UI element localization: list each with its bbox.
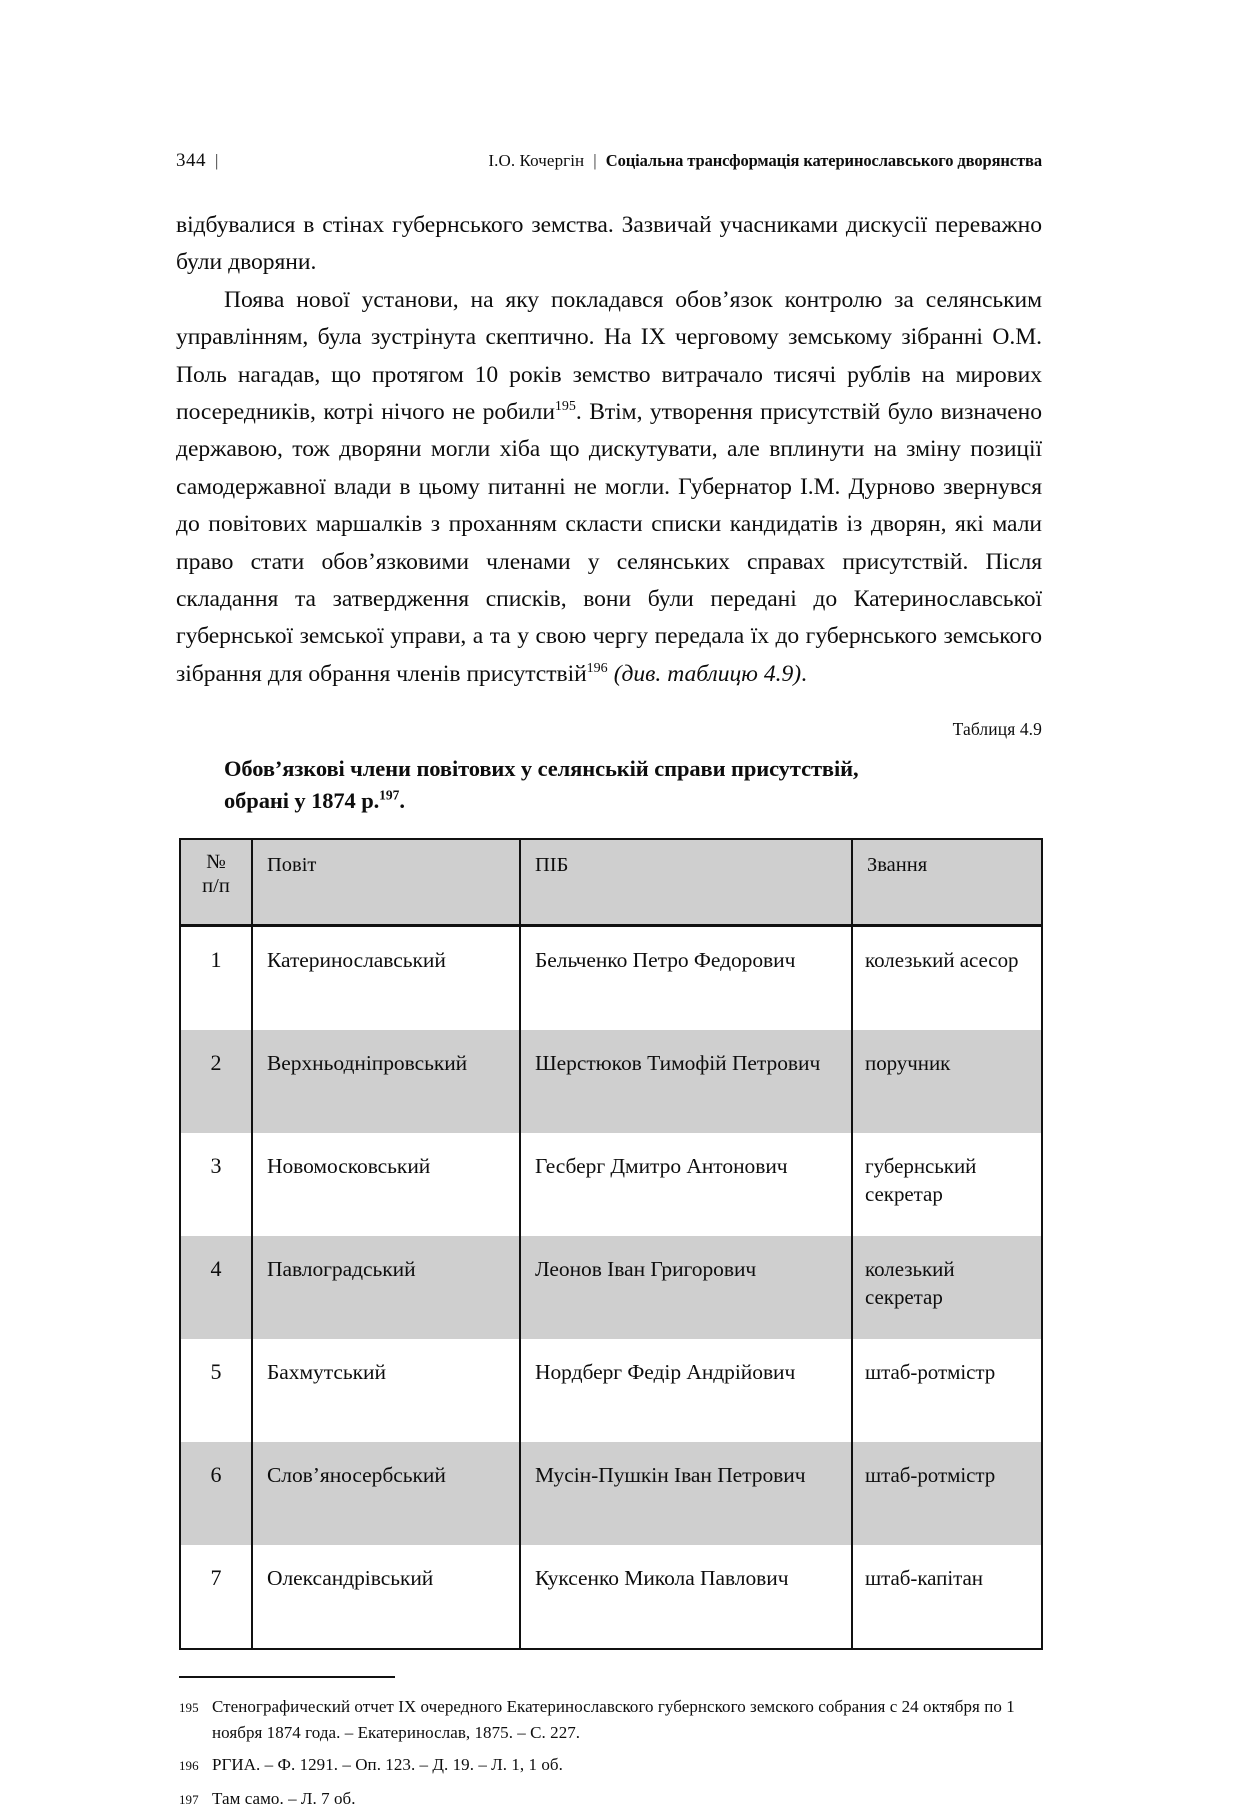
table-row <box>180 926 1042 1031</box>
cell-rank: штаб-ротмістр <box>852 1442 1042 1545</box>
footnote <box>179 1786 1041 1813</box>
column-header-number-line2: п/п <box>202 875 230 898</box>
table-number-label: Таблиця 4.9 <box>952 719 1042 740</box>
running-head <box>176 150 1042 176</box>
footnote-marker: 195 <box>179 1700 199 1716</box>
cell-uyezd: Павлоградський <box>252 1236 520 1339</box>
column-header-name: ПІБ <box>520 839 852 926</box>
table-row <box>180 1339 1042 1442</box>
cell-number: 2 <box>180 1030 252 1133</box>
cell-name: Куксенко Микола Павлович <box>520 1545 852 1649</box>
table-row <box>180 1030 1042 1133</box>
footnote-ref-197[interactable]: 197 <box>379 787 400 803</box>
footnote-text: Там само. – Л. 7 об. <box>212 1788 356 1808</box>
table-title-line-1: Обов’язкові члени повітових у селянській справи присутствій, <box>224 756 859 782</box>
cell-uyezd: Бахмутський <box>252 1339 520 1442</box>
cell-rank: штаб-ротмістр <box>852 1339 1042 1442</box>
cell-number: 4 <box>180 1236 252 1339</box>
column-header-uyezd: Повіт <box>252 839 520 926</box>
table-head <box>180 839 1042 926</box>
cell-number: 5 <box>180 1339 252 1442</box>
paragraph-2-part-a: Поява нової установи, на яку покладався обов’язок контролю за селянським управлінням, була зустрінута скептично. На IX черговому земському зібранні О.М. Поль нагадав, що протягом 10 років земство витрачало тисячі рублів на мирових посередників, котрі нічого не робили <box>176 286 1042 426</box>
cell-uyezd: Верхньодніпровський <box>252 1030 520 1133</box>
cell-uyezd: Катеринославський <box>252 926 520 1031</box>
cell-number: 3 <box>180 1133 252 1236</box>
cell-rank: штаб-капітан <box>852 1545 1042 1649</box>
cell-name: Гесберг Дмитро Антонович <box>520 1133 852 1236</box>
cell-uyezd: Новомосковський <box>252 1133 520 1236</box>
column-header-number-line1: № <box>206 851 226 874</box>
paragraph-2-part-b: . Втім, утворення присутствій було визначено державою, тож дворяни могли хіба що дискутувати, але вплинути на зміну позиції самодержавної влади в цьому питанні не могли. Губернатор І.М. Дурново звернувся до повітових маршалків з проханням скласти списки кандидатів із дворян, які мали право стати обов’язковими членами у селянських справах присутствій. Після складання та затвердження списків, вони були передані до Катеринославської губернської земської управи, а та у свою чергу передала їх до губернського земського зібрання для обрання членів присутствій <box>176 399 1043 687</box>
cell-rank: колезький асесор <box>852 926 1042 1031</box>
running-head-right <box>488 151 1042 171</box>
members-table <box>179 838 1043 1650</box>
footnote <box>179 1752 1041 1779</box>
cell-name: Леонов Іван Григорович <box>520 1236 852 1339</box>
cell-number: 1 <box>180 926 252 1031</box>
cell-rank: колезький секретар <box>852 1236 1042 1339</box>
paragraph-2-part-d: . <box>801 660 807 687</box>
running-head-divider-right: | <box>593 151 597 170</box>
table-row <box>180 1442 1042 1545</box>
cell-name: Бельченко Петро Федорович <box>520 926 852 1031</box>
table-title <box>224 753 1014 817</box>
footnote-list <box>179 1694 1041 1812</box>
cell-uyezd: Слов’яносербський <box>252 1442 520 1545</box>
footnote-ref-196[interactable]: 196 <box>586 661 608 677</box>
see-table-reference: (див. таблицю 4.9) <box>613 660 802 687</box>
cell-rank: поручник <box>852 1030 1042 1133</box>
table-row <box>180 1133 1042 1236</box>
paragraph-2 <box>176 282 1042 693</box>
table-header-row <box>180 839 1042 926</box>
paragraph-1-text: відбувалися в стінах губернського земства. Зазвичай учасниками дискусії переважно були дворяни. <box>176 212 1042 276</box>
column-header-number <box>180 839 252 926</box>
footnote-marker: 196 <box>179 1758 199 1774</box>
footnote-ref-195[interactable]: 195 <box>554 399 576 415</box>
cell-rank: губернський секретар <box>852 1133 1042 1236</box>
cell-name: Шерстюков Тимофій Петрович <box>520 1030 852 1133</box>
footnote <box>179 1694 1041 1745</box>
footnote-marker: 197 <box>179 1791 199 1807</box>
cell-number: 6 <box>180 1442 252 1545</box>
book-title: Соціальна трансформація катеринославського дворянства <box>605 151 1042 170</box>
page-content <box>176 150 1042 1819</box>
cell-name: Нордберг Федір Андрійович <box>520 1339 852 1442</box>
paragraph-1 <box>176 207 1042 282</box>
table-title-line-2: обрані у 1874 р. <box>224 788 380 814</box>
cell-name: Мусін-Пушкін Іван Петрович <box>520 1442 852 1545</box>
footnote-text: РГИА. – Ф. 1291. – Оп. 123. – Д. 19. – Л. 1, 1 об. <box>212 1755 563 1775</box>
cell-uyezd: Олександрівський <box>252 1545 520 1649</box>
page-number: 344 <box>176 150 206 171</box>
column-header-rank: Звання <box>852 839 1042 926</box>
cell-number: 7 <box>180 1545 252 1649</box>
table-body <box>180 926 1042 1650</box>
footnote-separator <box>179 1676 395 1678</box>
table-row <box>180 1545 1042 1649</box>
table-row <box>180 1236 1042 1339</box>
running-head-divider-left: | <box>215 151 219 170</box>
table-title-period: . <box>399 788 405 814</box>
footnote-text: Стенографический отчет IX очередного Екатеринославского губернского земского собрания с 24 октября по 1 ноября 1874 года. – Екатеринослав, 1875. – С. 227. <box>212 1697 1015 1742</box>
author-name: І.О. Кочергін <box>488 151 585 170</box>
